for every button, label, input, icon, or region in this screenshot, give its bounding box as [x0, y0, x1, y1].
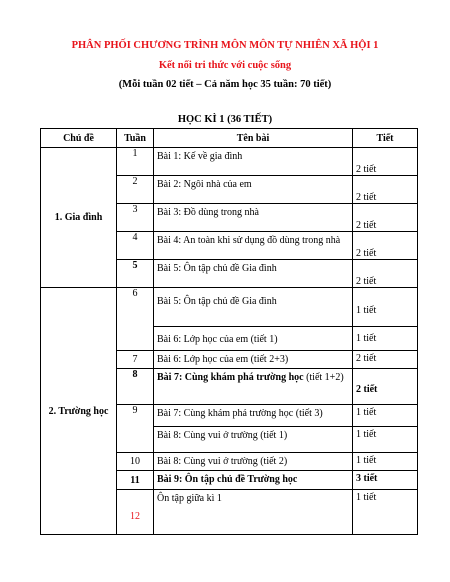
lesson-cell: Ôn tập giữa kì 1	[154, 490, 353, 535]
lesson-cell: Bài 5: Ôn tập chủ đề Gia đình	[154, 260, 353, 288]
week-cell: 12	[117, 490, 154, 535]
week-cell: 10	[117, 453, 154, 471]
week-cell: 1	[117, 148, 154, 176]
week-cell: 5	[117, 260, 154, 288]
week-cell: 8	[117, 369, 154, 405]
lesson-cell: Bài 6: Lớp học của em (tiết 1)	[154, 327, 353, 351]
periods-cell: 2 tiết	[353, 232, 418, 260]
periods-cell: 2 tiết	[353, 260, 418, 288]
week-cell: 6	[117, 288, 154, 327]
col-header-periods: Tiết	[353, 129, 418, 148]
lesson-cell: Bài 1: Kế về gia đình	[154, 148, 353, 176]
periods-cell: 1 tiết	[353, 288, 418, 327]
lesson-bold-text: Bài 7: Cùng khám phá trường học	[157, 372, 304, 383]
lesson-cell: Bài 8: Cùng vui ở trường (tiết 1)	[154, 427, 353, 453]
lesson-cell: Bài 5: Ôn tập chủ đề Gia đình	[154, 288, 353, 327]
table-row	[41, 148, 418, 176]
periods-cell: 2 tiết	[353, 369, 418, 405]
week-cell: 9	[117, 405, 154, 427]
lesson-cell	[154, 369, 353, 405]
periods-cell: 1 tiết	[353, 405, 418, 427]
schedule-note: (Mỗi tuần 02 tiết – Cả năm học 35 tuần: 70 tiết)	[118, 79, 332, 90]
semester-heading: HỌC KÌ 1 (36 TIẾT)	[177, 114, 273, 125]
week-cell: 11	[117, 471, 154, 490]
periods-cell: 1 tiết	[353, 327, 418, 351]
periods-cell: 3 tiết	[353, 471, 418, 490]
col-header-week: Tuần	[117, 129, 154, 148]
periods-cell: 1 tiết	[353, 427, 418, 453]
periods-cell: 2 tiết	[353, 204, 418, 232]
periods-cell: 2 tiết	[353, 351, 418, 369]
lesson-cell: Bài 7: Cùng khám phá trường học (tiết 3)	[154, 405, 353, 427]
lesson-cell: Bài 8: Cùng vui ở trường (tiết 2)	[154, 453, 353, 471]
periods-cell: 2 tiết	[353, 176, 418, 204]
week-cell	[117, 427, 154, 453]
table-row	[41, 288, 418, 327]
week-cell: 4	[117, 232, 154, 260]
topic-cell-family: 1. Gia đình	[41, 148, 117, 288]
week-cell: 2	[117, 176, 154, 204]
lesson-cell: Bài 4: An toàn khi sử dụng đồ dùng trong nhà	[154, 232, 353, 260]
curriculum-table	[40, 128, 418, 535]
week-cell	[117, 327, 154, 351]
lesson-suffix-text: (tiết 1+2)	[303, 372, 344, 383]
col-header-topic: Chủ đề	[41, 129, 117, 148]
lesson-cell: Bài 3: Đồ dùng trong nhà	[154, 204, 353, 232]
lesson-cell: Bài 2: Ngôi nhà của em	[154, 176, 353, 204]
document-title: PHÂN PHỐI CHƯƠNG TRÌNH MÔN MÔN TỰ NHIÊN XÃ HỘI 1	[71, 40, 379, 51]
topic-cell-school: 2. Trường học	[41, 288, 117, 535]
table-header-row	[41, 129, 418, 148]
col-header-lesson: Tên bài	[154, 129, 353, 148]
document-subtitle: Kết nối tri thức với cuộc sống	[158, 60, 292, 71]
periods-cell: 1 tiết	[353, 453, 418, 471]
lesson-cell: Bài 6: Lớp học của em (tiết 2+3)	[154, 351, 353, 369]
periods-cell: 2 tiết	[353, 148, 418, 176]
lesson-cell: Bài 9: Ôn tập chủ đề Trường học	[154, 471, 353, 490]
week-cell: 3	[117, 204, 154, 232]
week-cell: 7	[117, 351, 154, 369]
periods-cell: 1 tiết	[353, 490, 418, 535]
